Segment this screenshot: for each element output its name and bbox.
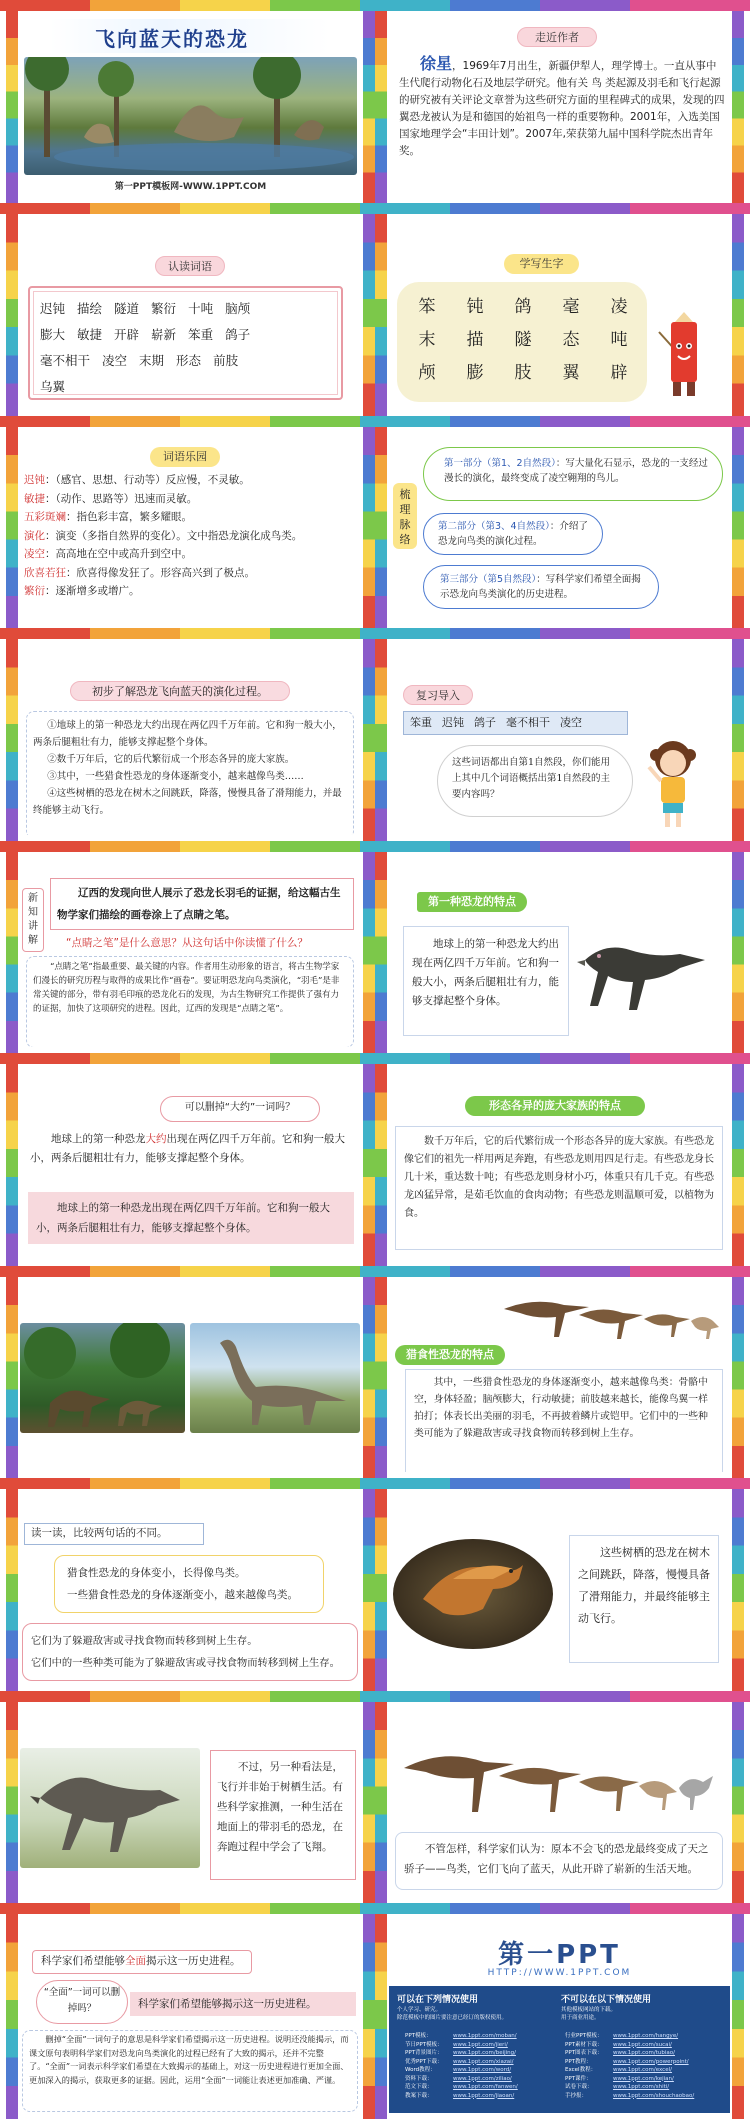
slide-stripe-left	[6, 639, 18, 841]
slide-stripe-right	[363, 1489, 375, 1691]
slide-stripe-right	[363, 1914, 375, 2119]
vocab-word: 前肢	[213, 353, 239, 368]
definition-term: 凌空	[24, 548, 45, 560]
step-line: ③其中，一些猎食性恐龙的身体逐渐变小，越来越像鸟类……	[47, 771, 304, 782]
forbidden-item	[561, 2006, 711, 2022]
slide-stripe-right	[732, 1064, 744, 1266]
vocab-row	[40, 374, 331, 400]
question-line: “点睛之笔”是什么意思？从这句话中你读懂了什么？	[66, 937, 308, 949]
link-row	[405, 2092, 555, 2101]
section-label: 初步了解恐龙飞向蓝天的演化过程。	[70, 681, 290, 701]
slide-structure[interactable]	[375, 427, 744, 628]
definition-row	[24, 582, 357, 601]
link-row	[565, 2058, 715, 2067]
question-bubble	[160, 1096, 320, 1122]
slide-stripe-left	[375, 1489, 387, 1691]
link-url[interactable]: www.1ppt.com/shouchaobao/	[613, 2092, 695, 2099]
family-text-box	[395, 1126, 723, 1250]
new-knowledge-text: 新知讲解	[28, 893, 38, 946]
vocab-word: 乌翼	[40, 379, 66, 394]
definition-term: 敏捷	[24, 492, 45, 505]
vocab-word: 笨重	[188, 327, 214, 342]
definition-text: ：（感官、思想、行动等）反应慢，不灵敏。	[45, 474, 250, 486]
modified-sentence-box	[130, 1992, 356, 2016]
character-item: 笨	[418, 297, 436, 317]
ground-text: 不过，另一种看法是，飞行并非始于树栖生活。有些科学家推测，一种生活在地面上的带羽毛的恐龙，在奔跑过程中学会了飞翔。	[217, 1761, 343, 1853]
link-url[interactable]: www.1ppt.com/sucai/	[613, 2041, 672, 2048]
slide-word-park[interactable]	[6, 427, 375, 628]
definition-row	[24, 471, 357, 490]
review-word: 凌空	[560, 716, 582, 729]
character-grid	[403, 292, 643, 383]
link-label: PPT图表下载：	[565, 2050, 603, 2056]
family-text: 数千万年后，它的后代繁衍成一个形态各异的庞大家族。有些恐龙像它们的祖先一样用两足奔跑，有些恐龙则用四足行走。有些恐龙身长几十米，重达数十吨；有些恐龙则身材小巧，体重只有几千克。有些恐龙凶猛异常，是茹毛饮血的食肉动物；有些恐龙则温顺可爱，以植物为食。	[404, 1136, 714, 1219]
definition-term: 迟钝	[24, 474, 45, 486]
explanation-box	[22, 2030, 358, 2112]
slide-stripe-left	[375, 1702, 387, 1903]
slide-stripe-right	[363, 11, 375, 203]
slide-stripe-right	[732, 852, 744, 1053]
definition-row	[24, 490, 357, 509]
part-one-text: ：写大量化石显示，恐龙的一支经过漫长的演化，最终变成了凌空翱翔的鸟儿。	[444, 458, 708, 484]
original-sentence-a: 科学家们希望能够	[41, 1955, 125, 1967]
ground-dinosaur-illustration	[20, 1748, 200, 1868]
slide-stripe-right	[363, 852, 375, 1053]
pencil-mascot-icon	[657, 312, 703, 402]
sentence-original-highlight: 大约	[145, 1133, 167, 1145]
delete-question-text: “全面”一词可以删掉吗？	[43, 1987, 121, 2014]
sentence-modified-box	[28, 1192, 354, 1244]
delete-question-bubble	[36, 1980, 128, 2024]
review-word: 笨重	[410, 716, 432, 729]
slide-review[interactable]	[375, 639, 744, 841]
site-caption: 第一PPT模板网-WWW.1PPT.COM	[114, 182, 267, 192]
vocab-word: 膨大	[40, 327, 66, 342]
allowed-line: 除范模板中的图片要注意已经订的版权使用。	[397, 2015, 508, 2021]
character-item: 颅	[418, 363, 436, 383]
links-column-right	[565, 2032, 715, 2100]
compare-sentence: 一些猎食性恐龙的身体逐渐变小，越来越像鸟类。	[67, 1589, 298, 1601]
author-intro	[399, 55, 726, 160]
definition-text: ：欣喜得像发狂了。形容高兴到了极点。	[66, 566, 255, 579]
definition-term: 演化	[24, 529, 45, 542]
slide-stripe-left	[375, 427, 387, 628]
slide-stripe-left	[375, 639, 387, 841]
step-line: ①地球上的第一种恐龙大约出现在两亿四千万年前。它和狗一般大小，两条后腿粗壮有力，能够支撑起整个身体。	[33, 720, 342, 748]
definition-row	[24, 527, 357, 546]
slide-stripe-left	[6, 1702, 18, 1903]
character-item: 隧	[514, 330, 532, 350]
part-three-text: ：写科学家们希望全面揭示恐龙向鸟类演化的历史进程。	[440, 574, 641, 600]
slide-stripe-left	[375, 1277, 387, 1478]
slide-stripe-right	[363, 1277, 375, 1478]
separator-band	[0, 1691, 750, 1702]
slide-stripe-right	[363, 639, 375, 841]
slide-stripe-right	[732, 214, 744, 416]
sentence-original-c: 出现在两亿四千万年前。它和狗一般大小，两条后腿粗壮有力，能够支撑起整个身体。	[30, 1133, 345, 1164]
vocab-word: 鸽子	[225, 327, 251, 342]
part-one-head: 第一部分（第1、2自然段）	[444, 458, 556, 469]
slide-vocab[interactable]	[6, 214, 375, 416]
link-url[interactable]: www.1ppt.com/word/	[453, 2067, 512, 2073]
character-item: 鸽	[514, 297, 532, 317]
slide-stripe-right	[732, 11, 744, 203]
original-sentence-c: 揭示这一历史进程。	[146, 1955, 241, 1967]
slide-dino-pictures[interactable]	[6, 1277, 375, 1478]
character-item: 钝	[466, 297, 484, 317]
compare-sentence: 它们为了躲避敌害或寻找食物而转移到树上生存。	[31, 1635, 258, 1647]
definition-term: 五彩斑斓	[24, 511, 66, 523]
character-item: 描	[466, 330, 484, 350]
definition-row	[24, 545, 357, 564]
link-row	[565, 2092, 715, 2101]
definition-row	[24, 564, 357, 583]
link-row	[565, 2066, 715, 2075]
link-row	[405, 2058, 555, 2067]
girl-mascot-icon	[643, 737, 703, 829]
link-url[interactable]: www.1ppt.com/shiti/	[613, 2084, 670, 2090]
slide-stripe-right	[363, 1064, 375, 1266]
definition-text: ：指色彩丰富，繁多耀眼。	[66, 511, 192, 523]
separator-band	[0, 1266, 750, 1277]
separator-band	[0, 1478, 750, 1489]
link-url[interactable]: www.1ppt.com/excel/	[613, 2067, 672, 2073]
answer-text: “点睛之笔”指最重要、最关键的内容。作者用生动形象的语言，将古生物学家们漫长的研究历程与取得的成果比作“画卷”。要证明恐龙向鸟类演化，“羽毛”是非常关键的部分，带有羽毛印痕的恐龙化石的发现，为古生物研究工作提供了强有力的证据，加快了这项研究的进程。因此，辽西的发现是“点睛之笔”。	[33, 962, 340, 1014]
slide-stripe-right	[363, 1702, 375, 1903]
link-label: 资料下载：	[405, 2075, 433, 2082]
link-url[interactable]: www.1ppt.com/powerpoint/	[613, 2058, 689, 2065]
link-label: PPT模板：	[405, 2033, 432, 2039]
slide-comprehensive[interactable]	[6, 1914, 375, 2119]
definition-text: ：逐渐增多或增广。	[45, 585, 140, 597]
slide-ground-theory[interactable]	[6, 1702, 375, 1903]
slide-diverse-family[interactable]	[375, 1064, 744, 1266]
slide-title-text: 飞向蓝天的恐龙	[95, 27, 249, 51]
link-row	[565, 2049, 715, 2058]
slide-stripe-right	[732, 639, 744, 841]
link-row	[405, 2049, 555, 2058]
link-url[interactable]: www.1ppt.com/tubiao/	[613, 2050, 675, 2056]
quote-text: 辽西的发现向世人展示了恐龙长羽毛的证据，给这幅古生物学家们描绘的画卷涂上了点睛之笔。	[57, 887, 341, 921]
compare-pair-two	[22, 1623, 358, 1681]
link-url[interactable]: www.1ppt.com/moban/	[453, 2033, 517, 2039]
character-item: 末	[418, 330, 436, 350]
character-item: 肢	[514, 363, 532, 383]
definition-list	[24, 471, 357, 601]
question-bubble-text: 可以删掉“大约”一词吗？	[184, 1102, 296, 1113]
evolution-lineup-illustration	[399, 1728, 719, 1828]
tree-text: 这些树栖的恐龙在树木之间跳跃，降落，慢慢具备了滑翔能力，并最终能够主动飞行。	[578, 1546, 710, 1625]
vocab-word: 凌空	[102, 353, 128, 368]
section-label: 词语乐园	[150, 447, 220, 467]
original-sentence-highlight: 全面	[125, 1955, 146, 1967]
conclusion-text-box	[395, 1832, 723, 1890]
link-label: PPT课件：	[565, 2075, 592, 2082]
separator-band	[0, 1903, 750, 1914]
link-url[interactable]: www.1ppt.com/jieri/	[453, 2041, 508, 2048]
quote-box	[50, 878, 354, 930]
separator-band	[0, 0, 750, 11]
section-label: 第一种恐龙的特点	[417, 892, 527, 912]
link-url[interactable]: www.1ppt.com/fanwen/	[453, 2084, 518, 2090]
forbidden-line: 其他模板网站的下载。	[561, 2007, 617, 2013]
vocab-word: 末期	[139, 353, 165, 368]
new-knowledge-label	[22, 888, 44, 952]
link-row	[565, 2041, 715, 2050]
compare-label	[24, 1523, 204, 1545]
link-row	[405, 2041, 555, 2050]
vocab-word: 开辟	[114, 327, 140, 342]
modified-sentence: 科学家们希望能够揭示这一历史进程。	[138, 1998, 317, 2010]
author-bio: ，1969年7月出生，新疆伊犁人，理学博士。一直从事中生代爬行动物化石及地层学研究。他有关 鸟 类起源及羽毛和飞行起源的研究被有关评论文章誉为这些研究方面的里程碑式的成果，发现的四翼恐龙被认为是和德国的始祖鸟一样的重要物种。2001年，入选美国国家地理学会“丰田计划”。2007年,荣获第九届中国科学院杰出青年奖。	[399, 60, 725, 157]
slide-stripe-left	[6, 427, 18, 628]
vocab-box	[28, 286, 343, 400]
slide-stripe-left	[375, 1064, 387, 1266]
answer-box	[26, 956, 354, 1047]
slide-title[interactable]	[6, 11, 375, 203]
structure-side-text: 梳理脉络	[399, 488, 411, 546]
allowed-head: 可以在下列情况使用	[397, 1995, 479, 2005]
running-dinosaurs-illustration	[499, 1289, 724, 1349]
slide-predatory[interactable]	[375, 1277, 744, 1478]
part-two-oval	[423, 513, 603, 555]
separator-band	[0, 416, 750, 427]
vocab-word: 十吨	[188, 301, 214, 316]
brand-url: HTTP://WWW.1PPT.COM	[487, 1968, 632, 1978]
link-row	[405, 2083, 555, 2092]
vocab-word: 形态	[176, 353, 202, 368]
vocab-row	[40, 348, 331, 374]
predatory-text: 其中，一些猎食性恐龙的身体逐渐变小，越来越像鸟类：骨骼中空，身体轻盈；脑颅膨大，行动敏捷；前肢越来越长，能像鸟翼一样拍打；体表长出美丽的羽毛，不再披着鳞片或铠甲。它们中的一些种类可能为了躲避敌害或寻找食物而转移到树上生存。	[414, 1377, 708, 1439]
link-row	[405, 2075, 555, 2084]
brand-logo: 第一PPT	[498, 1940, 621, 1970]
vocab-word: 描绘	[77, 301, 103, 316]
credits-panel	[389, 1986, 730, 2113]
separator-band	[0, 841, 750, 852]
slide-tree-dwelling[interactable]	[375, 1489, 744, 1691]
slide-first-dinosaur[interactable]	[375, 852, 744, 1053]
character-item: 凌	[610, 297, 628, 317]
slide-conclusion[interactable]	[375, 1702, 744, 1903]
slide-stripe-left	[375, 214, 387, 416]
vocab-row	[40, 322, 331, 348]
link-row	[565, 2083, 715, 2092]
slide-stripe-left	[6, 1489, 18, 1691]
character-item: 膨	[466, 363, 484, 383]
slide-stripe-right	[732, 1277, 744, 1478]
review-word: 毫不相干	[506, 716, 550, 729]
sentence-original-a: 地球上的第一种恐龙	[51, 1133, 146, 1145]
review-bubble-text: 这些词语都出自第1自然段，你们能用上其中几个词语概括出第1自然段的主要内容吗？	[452, 757, 611, 800]
dinosaur-illustration	[575, 930, 715, 1020]
link-label: PPT教程：	[565, 2058, 592, 2065]
slide-stripe-left	[375, 1914, 387, 2119]
section-label: 学写生字	[504, 254, 579, 274]
link-url[interactable]: www.1ppt.com/hangye/	[613, 2033, 679, 2039]
link-label: Word教程：	[405, 2067, 436, 2073]
explanation-text: 删掉“全面”一词句子的意思是科学家们希望揭示这一历史进程。说明还没能揭示，而课文原句表明科学家们对恐龙向鸟类演化的过程已经有了大致的揭示，还并不完整了。“全面”一词表示科学家们希望在大致揭示的基础上，对这一历史进程进行更加全面、更加深入的揭示，获取更多的证据。因此，运用“全面”一词能让表述更加准确、严谨。	[29, 2034, 349, 2085]
link-label: 节日PPT模板：	[405, 2041, 443, 2048]
link-label: 手抄报：	[565, 2092, 588, 2099]
section-label: 复习导入	[403, 685, 473, 705]
conclusion-text: 不管怎样，科学家们认为：原本不会飞的恐龙最终变成了天之骄子——鸟类，它们飞向了蓝天，从此开辟了崭新的生活天地。	[404, 1843, 709, 1875]
vocab-word: 敏捷	[77, 327, 103, 342]
sauropod-photo	[190, 1323, 360, 1433]
part-three-oval	[423, 565, 659, 609]
vocab-word: 隧道	[114, 301, 140, 316]
slide-stripe-left	[6, 214, 18, 416]
feathered-dinosaur-illustration	[393, 1539, 553, 1649]
forbidden-head: 不可以在以下情况使用	[561, 1995, 652, 2005]
first-dino-text-box	[403, 926, 569, 1036]
slide-author[interactable]	[375, 11, 744, 203]
predatory-text-box	[405, 1369, 723, 1472]
part-one-oval	[423, 447, 723, 501]
slide-credits[interactable]	[375, 1914, 744, 2119]
vocab-row	[40, 296, 331, 322]
slide-stripe-right	[732, 427, 744, 628]
review-bubble	[437, 745, 633, 817]
slide-evolution-overview[interactable]	[6, 639, 375, 841]
definition-term: 欣喜若狂	[24, 566, 66, 579]
compare-pair-one	[54, 1555, 324, 1613]
link-label: 行业PPT模板：	[565, 2033, 603, 2039]
link-url[interactable]: www.1ppt.com/beijing/	[453, 2050, 517, 2056]
separator-band	[0, 628, 750, 639]
character-item: 吨	[610, 330, 628, 350]
tree-text-box	[569, 1535, 719, 1663]
separator-band	[0, 203, 750, 214]
definition-text: ：（动作、思路等）迅速而灵敏。	[45, 492, 198, 505]
link-url[interactable]: www.1ppt.com/ziliao/	[453, 2075, 512, 2082]
character-item: 态	[562, 330, 580, 350]
review-word: 迟钝	[442, 716, 464, 729]
original-sentence-box	[32, 1950, 252, 1974]
compare-sentence: 猎食性恐龙的身体变小，长得像鸟类。	[67, 1567, 246, 1579]
link-label: 范文下载：	[405, 2084, 433, 2090]
slide-stripe-left	[6, 11, 18, 203]
forbidden-line: 用于商业用途。	[561, 2015, 600, 2021]
link-label: Excel教程：	[565, 2067, 597, 2073]
section-label: 认读词语	[155, 256, 225, 276]
link-label: PPT背景图片：	[405, 2050, 443, 2056]
compare-label-text: 读一读，比较两句话的不同。	[31, 1527, 168, 1539]
character-item: 毫	[562, 297, 580, 317]
slide-stripe-left	[6, 852, 18, 1053]
definition-row	[24, 508, 357, 527]
link-url[interactable]: www.1ppt.com/xiazai/	[453, 2058, 514, 2065]
link-url[interactable]: www.1ppt.com/jiaoan/	[453, 2092, 515, 2099]
slide-stripe-left	[6, 1914, 18, 2119]
definition-term: 繁衍	[24, 585, 45, 597]
link-label: PPT素材下载：	[565, 2041, 603, 2048]
section-label: 猎食性恐龙的特点	[395, 1345, 505, 1365]
link-label: 优秀PPT下载：	[405, 2058, 443, 2065]
ground-text-box	[210, 1750, 356, 1880]
slide-compare-sentences[interactable]	[6, 1489, 375, 1691]
separator-band	[0, 1053, 750, 1064]
definition-text: ：演变（多指自然界的变化）。文中指恐龙演化成鸟类。	[45, 529, 303, 542]
slide-compare-about[interactable]	[6, 1064, 375, 1266]
vocab-word: 迟钝	[40, 301, 66, 316]
review-word: 鸽子	[474, 716, 496, 729]
structure-side-label	[393, 483, 417, 549]
part-two-text: ：介绍了恐龙向鸟类的演化过程。	[438, 521, 588, 547]
evolution-steps	[26, 711, 354, 835]
slide-stripe-left	[6, 1277, 18, 1478]
slide-stripe-right	[732, 1702, 744, 1903]
slide-finishing-touch[interactable]	[6, 852, 375, 1053]
author-name: 徐星	[420, 54, 453, 73]
vocab-word: 毫不相干	[40, 353, 91, 368]
slide-stripe-right	[363, 427, 375, 628]
section-label: 走近作者	[517, 27, 597, 47]
link-row	[565, 2075, 715, 2084]
dinosaur-forest-illustration	[24, 57, 357, 175]
link-row	[405, 2066, 555, 2075]
link-row	[405, 2032, 555, 2041]
vocab-word: 崭新	[151, 327, 177, 342]
sentence-original	[30, 1130, 350, 1168]
slide-stripe-right	[732, 1914, 744, 2119]
link-label: 教案下载：	[405, 2092, 433, 2099]
first-dino-text: 地球上的第一种恐龙大约出现在两亿四千万年前。它和狗一般大小，两条后腿粗壮有力，能够支撑起整个身体。	[412, 938, 559, 1007]
jungle-dinosaurs-photo	[20, 1323, 185, 1433]
slide-stripe-left	[375, 852, 387, 1053]
definition-text: ：高高地在空中或高升到空中。	[45, 548, 192, 560]
links-column-left	[405, 2032, 555, 2100]
link-url[interactable]: www.1ppt.com/kejian/	[613, 2075, 674, 2082]
section-label: 形态各异的庞大家族的特点	[465, 1096, 645, 1116]
part-two-head: 第二部分（第3、4自然段）	[438, 521, 550, 532]
part-three-head: 第三部分（第5自然段）	[440, 574, 537, 585]
allowed-item	[397, 2006, 547, 2022]
step-line: ②数千万年后，它的后代繁衍成一个形态各异的庞大家族。	[47, 754, 295, 765]
slide-stripe-right	[732, 1489, 744, 1691]
slide-characters[interactable]	[375, 214, 744, 416]
vocab-word: 繁衍	[151, 301, 177, 316]
slide-stripe-left	[375, 11, 387, 203]
step-line: ④这些树栖的恐龙在树木之间跳跃，降落，慢慢具备了滑翔能力，并最终能够主动飞行。	[33, 788, 342, 816]
character-item: 翼	[562, 363, 580, 383]
sentence-modified: 地球上的第一种恐龙出现在两亿四千万年前。它和狗一般大小，两条后腿粗壮有力，能够支撑起整个身体。	[36, 1202, 330, 1234]
link-row	[565, 2032, 715, 2041]
character-item: 辟	[610, 363, 628, 383]
slide-stripe-left	[6, 1064, 18, 1266]
link-label: 试卷下载：	[565, 2084, 593, 2090]
slide-stripe-right	[363, 214, 375, 416]
vocab-word: 脑颅	[225, 301, 251, 316]
review-word-strip	[403, 711, 628, 735]
allowed-line: 个人学习、研究。	[397, 2007, 442, 2013]
compare-sentence: 它们中的一些种类可能为了躲避敌害或寻找食物而转移到树上生存。	[31, 1657, 340, 1669]
